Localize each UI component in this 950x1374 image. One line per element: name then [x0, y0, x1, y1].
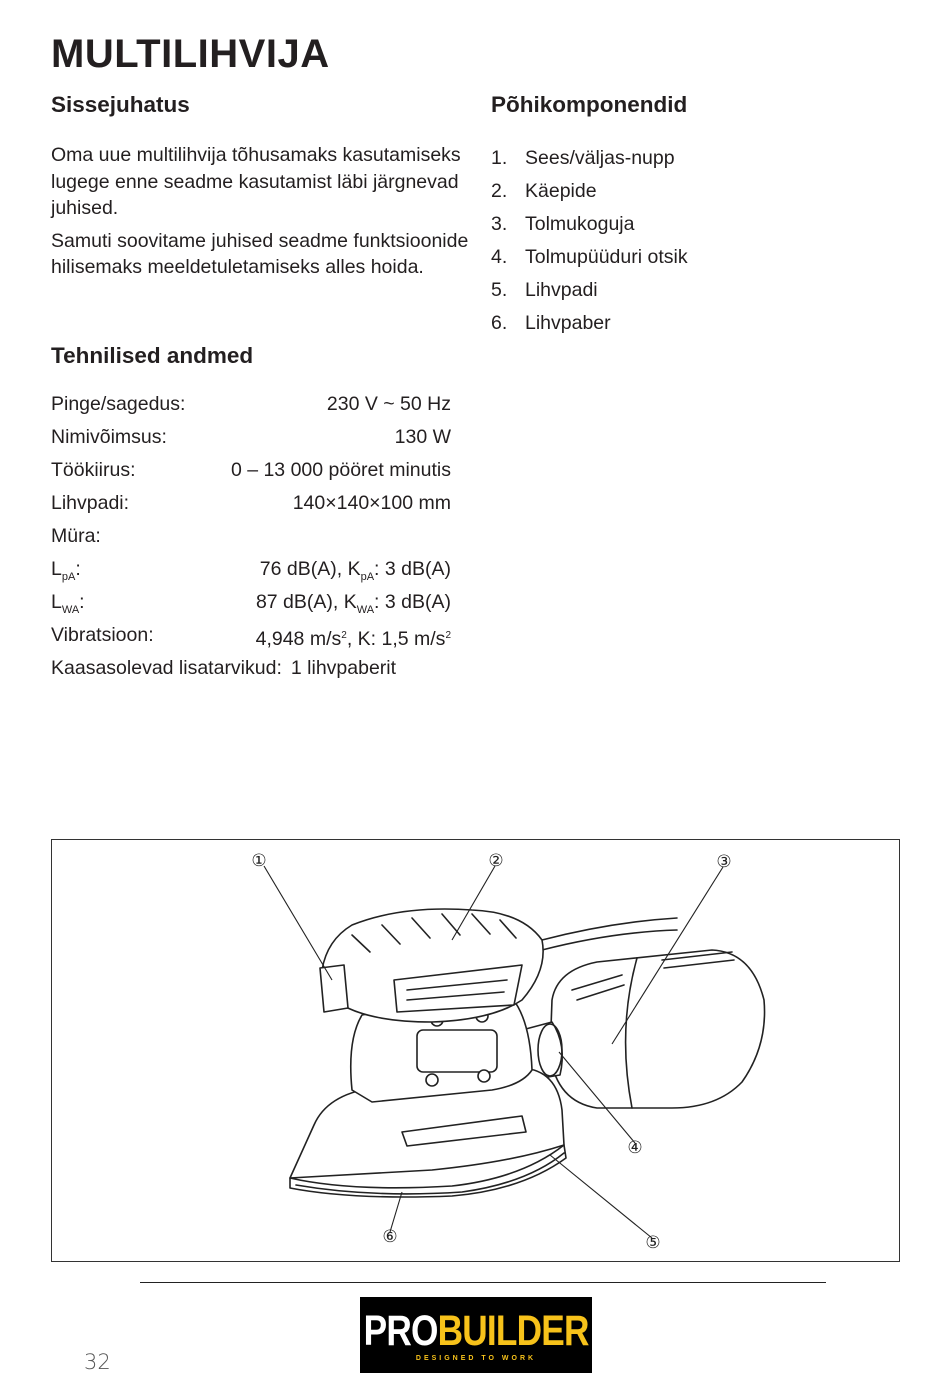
sander-illustration	[52, 840, 901, 1263]
intro-paragraph-1: Oma uue multilihvija tõhusamaks kasutamiseks lugege enne seadme kasutamist läbi järgnevad juhised.	[51, 144, 461, 219]
callout-3: ③	[716, 852, 732, 872]
spec-label: Lihvpadi:	[51, 492, 130, 514]
spec-value-part: , K: 1,5 m/s	[346, 628, 446, 650]
component-number: 1.	[491, 147, 508, 169]
spec-value	[256, 619, 451, 652]
spec-label-sub: WA	[61, 604, 80, 616]
spec-value-part: 76 dB(A), K	[259, 558, 361, 580]
logo-pro: PRO	[363, 1306, 438, 1355]
component-item	[491, 307, 911, 340]
spec-value-sub: WA	[356, 604, 375, 616]
dust-collector	[550, 950, 765, 1108]
component-item	[491, 142, 911, 175]
spec-label: Kaasasolevad lisatarvikud:	[51, 657, 282, 679]
spec-value-part: 87 dB(A), K	[255, 591, 357, 613]
component-label: Sees/väljas-nupp	[525, 147, 675, 169]
spec-label: Töökiirus:	[51, 459, 136, 481]
spec-row-lwa	[51, 586, 451, 619]
spec-label: Vibratsioon:	[51, 624, 154, 646]
spec-value-part: : 3 dB(A)	[374, 558, 451, 580]
spec-label-sub: pA	[61, 571, 76, 583]
components-section	[491, 90, 911, 340]
component-number: 3.	[491, 213, 508, 235]
spec-label-main: L	[51, 591, 62, 613]
spec-value-sup: 2	[445, 630, 451, 641]
spec-value-part: : 3 dB(A)	[374, 591, 451, 613]
probuilder-logo	[360, 1297, 592, 1373]
spec-row-lpa	[51, 553, 451, 586]
spec-label	[51, 553, 81, 586]
component-item	[491, 274, 911, 307]
intro-heading: Sissejuhatus	[51, 92, 190, 117]
callout-4: ④	[627, 1138, 643, 1158]
spec-row-accessories	[51, 652, 451, 685]
footer-divider	[140, 1282, 826, 1283]
components-heading: Põhikomponendid	[491, 92, 688, 117]
logo-wordmark	[363, 1306, 589, 1355]
component-number: 4.	[491, 246, 508, 268]
spec-label-colon: :	[75, 558, 81, 580]
component-label: Tolmupüüduri otsik	[525, 246, 688, 268]
spec-value: 0 – 13 000 pööret minutis	[230, 459, 451, 481]
callout-6: ⑥	[382, 1227, 398, 1247]
intro-text	[51, 142, 471, 281]
power-cord	[542, 930, 677, 950]
spec-label-colon: :	[79, 591, 85, 613]
callout-2: ②	[488, 851, 504, 871]
spec-value-sub: pA	[360, 571, 375, 583]
intro-section	[51, 90, 471, 287]
callout-5: ⑤	[645, 1233, 661, 1253]
specs-heading: Tehnilised andmed	[51, 343, 254, 368]
logo-builder: BUILDER	[437, 1306, 589, 1355]
spec-value	[256, 586, 451, 619]
component-item	[491, 175, 911, 208]
component-item	[491, 241, 911, 274]
component-item	[491, 208, 911, 241]
component-label: Lihvpaber	[525, 312, 611, 334]
component-label: Tolmukoguja	[525, 213, 635, 235]
spec-label: Pinge/sagedus:	[51, 393, 186, 415]
spec-row-voltage	[51, 388, 451, 421]
component-label: Lihvpadi	[525, 279, 598, 301]
component-number: 5.	[491, 279, 508, 301]
spec-label: Nimivõimsus:	[51, 426, 167, 448]
page-title: MULTILIHVIJA	[51, 32, 330, 76]
spec-row-pad	[51, 487, 451, 520]
specs-table	[51, 388, 451, 685]
spec-row-vibration	[51, 619, 451, 652]
spec-value-part: 4,948 m/s	[255, 628, 342, 650]
spec-row-power	[51, 421, 451, 454]
component-number: 6.	[491, 312, 508, 334]
spec-value: 1 lihvpaberit	[290, 657, 397, 679]
page-number: 32	[84, 1350, 111, 1374]
components-list	[491, 142, 911, 340]
spec-value	[260, 553, 451, 586]
component-label: Käepide	[525, 180, 597, 202]
spec-row-speed	[51, 454, 451, 487]
component-number: 2.	[491, 180, 508, 202]
spec-value-sup: 2	[341, 630, 347, 641]
spec-row-noise	[51, 520, 451, 553]
spec-value: 130 W	[394, 426, 451, 448]
spec-label	[51, 586, 85, 619]
logo-tagline: DESIGNED TO WORK	[415, 1354, 537, 1362]
intro-paragraph-2: Samuti soovitame juhised seadme funktsioonide hilisemaks meeldetuletamiseks alles hoida.	[51, 229, 469, 278]
spec-value: 230 V ~ 50 Hz	[326, 393, 451, 415]
spec-label-main: L	[51, 558, 62, 580]
power-switch	[320, 965, 348, 1012]
sander-diagram	[51, 839, 900, 1262]
callout-1: ①	[251, 851, 267, 871]
spec-label: Müra:	[51, 525, 101, 547]
spec-value: 140×140×100 mm	[292, 492, 451, 514]
